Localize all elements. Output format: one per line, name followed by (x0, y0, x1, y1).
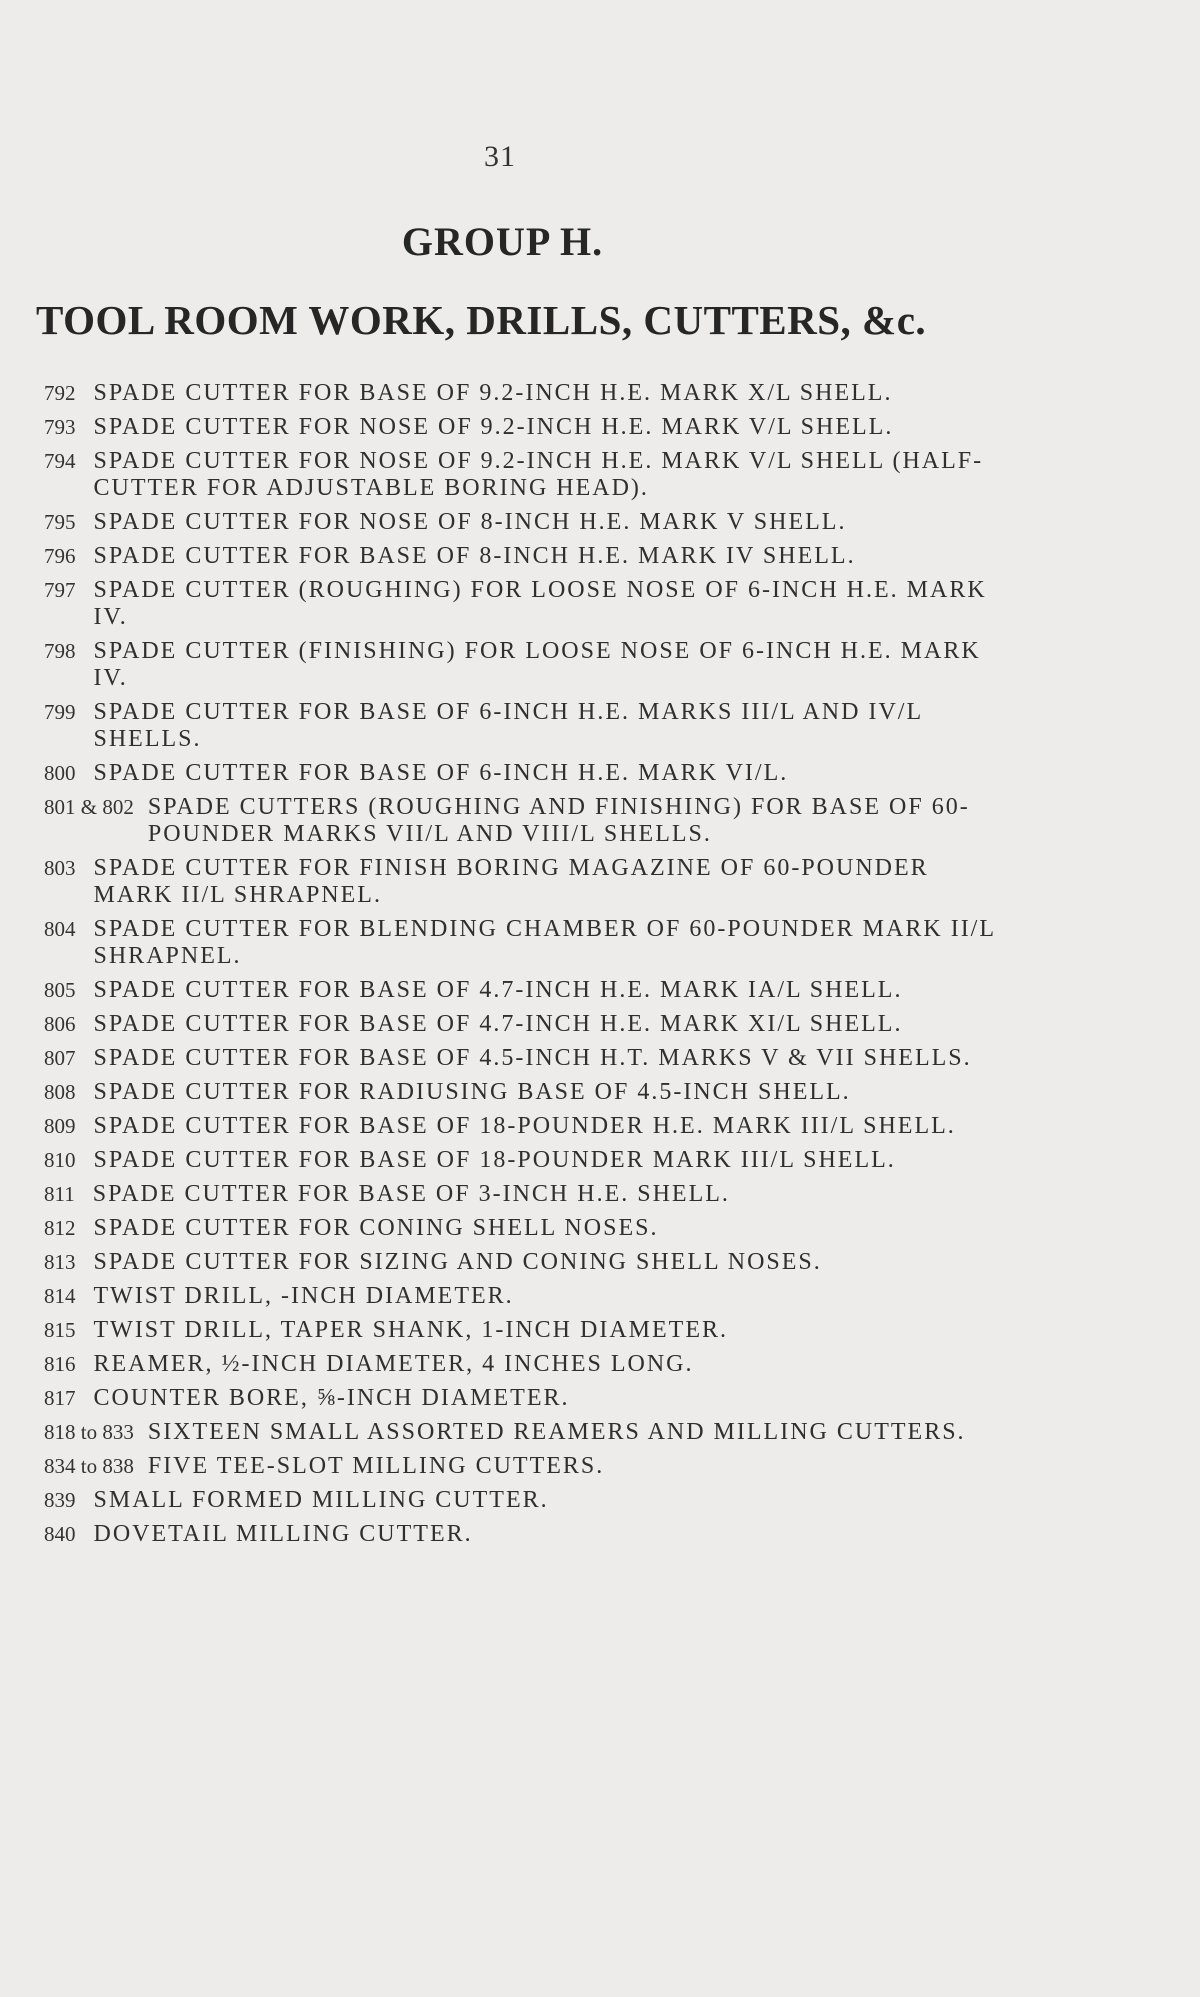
item-description: SPADE CUTTER FOR BASE OF 18-POUNDER H.E. MARK III/L SHELL. (93, 1113, 956, 1139)
list-item (44, 1215, 1004, 1242)
item-number: 806 (44, 1012, 76, 1036)
item-description: SPADE CUTTER FOR BASE OF 4.7-INCH H.E. MARK IA/L SHELL. (93, 977, 903, 1003)
item-description: SPADE CUTTER FOR BASE OF 4.5-INCH H.T. MARKS V & VII SHELLS. (93, 1045, 972, 1071)
list-item (44, 916, 1004, 970)
item-number: 796 (44, 544, 76, 568)
item-description: SPADE CUTTER FOR SIZING AND CONING SHELL NOSES. (93, 1249, 822, 1275)
item-description: SPADE CUTTER FOR FINISH BORING MAGAZINE OF 60-POUNDER MARK II/L SHRAPNEL. (93, 855, 929, 908)
list-item (44, 1249, 1004, 1276)
item-description: SPADE CUTTER FOR BASE OF 6-INCH H.E. MARK VI/L. (93, 760, 789, 786)
list-item (44, 1317, 1004, 1344)
list-item (44, 1419, 1004, 1446)
item-number: 818 to 833 (44, 1420, 134, 1444)
item-description: SIXTEEN SMALL ASSORTED REAMERS AND MILLING CUTTERS. (147, 1419, 966, 1445)
list-item (44, 977, 1004, 1004)
item-number: 814 (44, 1284, 76, 1308)
item-number: 815 (44, 1318, 76, 1342)
section-title: TOOL ROOM WORK, DRILLS, CUTTERS, &c. (36, 297, 927, 343)
item-description: SPADE CUTTER FOR BLENDING CHAMBER OF 60-POUNDER MARK II/L SHRAPNEL. (93, 916, 996, 969)
item-number: 812 (44, 1216, 76, 1240)
item-number: 797 (44, 578, 76, 602)
item-number: 794 (44, 449, 76, 473)
item-description: TWIST DRILL, TAPER SHANK, 1-INCH DIAMETER. (93, 1317, 728, 1343)
list-item (44, 1181, 1004, 1208)
list-item (44, 1045, 1004, 1072)
item-description: SPADE CUTTER FOR RADIUSING BASE OF 4.5-INCH SHELL. (93, 1079, 851, 1105)
item-description: SPADE CUTTER (FINISHING) FOR LOOSE NOSE OF 6-INCH H.E. MARK IV. (93, 638, 981, 691)
item-number: 807 (44, 1046, 76, 1070)
item-number: 813 (44, 1250, 76, 1274)
list-item (44, 1521, 1004, 1548)
item-number: 817 (44, 1386, 76, 1410)
item-number: 808 (44, 1080, 76, 1104)
item-number: 834 to 838 (44, 1454, 134, 1478)
item-description: SPADE CUTTER FOR NOSE OF 8-INCH H.E. MARK V SHELL. (93, 509, 847, 535)
item-description: TWIST DRILL, -INCH DIAMETER. (93, 1283, 514, 1309)
item-number: 801 & 802 (44, 795, 134, 819)
list-item (44, 1283, 1004, 1310)
item-description: FIVE TEE-SLOT MILLING CUTTERS. (147, 1453, 605, 1479)
item-number: 809 (44, 1114, 76, 1138)
item-description: SPADE CUTTER (ROUGHING) FOR LOOSE NOSE OF 6-INCH H.E. MARK IV. (93, 577, 987, 630)
list-item (44, 1453, 1004, 1480)
list-item (44, 1385, 1004, 1412)
item-number: 798 (44, 639, 76, 663)
list-item (44, 638, 1004, 692)
item-number: 805 (44, 978, 76, 1002)
item-description: SPADE CUTTER FOR BASE OF 6-INCH H.E. MARKS III/L AND IV/L SHELLS. (93, 699, 923, 752)
item-number: 804 (44, 917, 76, 941)
item-number: 793 (44, 415, 76, 439)
item-description: SPADE CUTTER FOR BASE OF 4.7-INCH H.E. MARK XI/L SHELL. (93, 1011, 903, 1037)
list-item (44, 699, 1004, 753)
item-number: 811 (44, 1182, 75, 1206)
list-item (44, 855, 1004, 909)
item-description: REAMER, ½-INCH DIAMETER, 4 INCHES LONG. (93, 1351, 694, 1377)
item-number: 839 (44, 1488, 76, 1512)
item-description: SMALL FORMED MILLING CUTTER. (93, 1487, 549, 1513)
item-number: 840 (44, 1522, 76, 1546)
group-title: GROUP H. (401, 219, 604, 264)
item-description: COUNTER BORE, ⅝-INCH DIAMETER. (93, 1385, 570, 1411)
item-description: SPADE CUTTER FOR BASE OF 8-INCH H.E. MARK IV SHELL. (93, 543, 856, 569)
item-description: SPADE CUTTER FOR NOSE OF 9.2-INCH H.E. MARK V/L SHELL. (93, 414, 894, 440)
list-item (44, 448, 1004, 502)
item-number: 799 (44, 700, 76, 724)
list-item (44, 543, 1004, 570)
list-item (44, 1079, 1004, 1106)
list-item (44, 794, 1004, 848)
item-description: SPADE CUTTER FOR BASE OF 9.2-INCH H.E. MARK X/L SHELL. (93, 380, 893, 406)
list-item (44, 1011, 1004, 1038)
list-item (44, 1113, 1004, 1140)
entry-list (44, 380, 1004, 1555)
item-description: SPADE CUTTERS (ROUGHING AND FINISHING) FOR BASE OF 60-POUNDER MARKS VII/L AND VIII/L SHELLS. (147, 794, 970, 847)
list-item (44, 414, 1004, 441)
item-number: 792 (44, 381, 76, 405)
item-number: 800 (44, 761, 76, 785)
item-description: SPADE CUTTER FOR BASE OF 18-POUNDER MARK III/L SHELL. (93, 1147, 896, 1173)
item-number: 795 (44, 510, 76, 534)
item-description: SPADE CUTTER FOR NOSE OF 9.2-INCH H.E. MARK V/L SHELL (HALF-CUTTER FOR ADJUSTABLE BORING HEAD). (93, 448, 984, 501)
item-number: 810 (44, 1148, 76, 1172)
list-item (44, 1351, 1004, 1378)
item-number: 816 (44, 1352, 76, 1376)
list-item (44, 1147, 1004, 1174)
list-item (44, 380, 1004, 407)
item-description: SPADE CUTTER FOR BASE OF 3-INCH H.E. SHELL. (92, 1181, 730, 1207)
item-description: SPADE CUTTER FOR CONING SHELL NOSES. (93, 1215, 659, 1241)
list-item (44, 577, 1004, 631)
list-item (44, 1487, 1004, 1514)
item-number: 803 (44, 856, 76, 880)
list-item (44, 760, 1004, 787)
item-description: DOVETAIL MILLING CUTTER. (93, 1521, 473, 1547)
list-item (44, 509, 1004, 536)
page-number: 31 (484, 140, 516, 173)
